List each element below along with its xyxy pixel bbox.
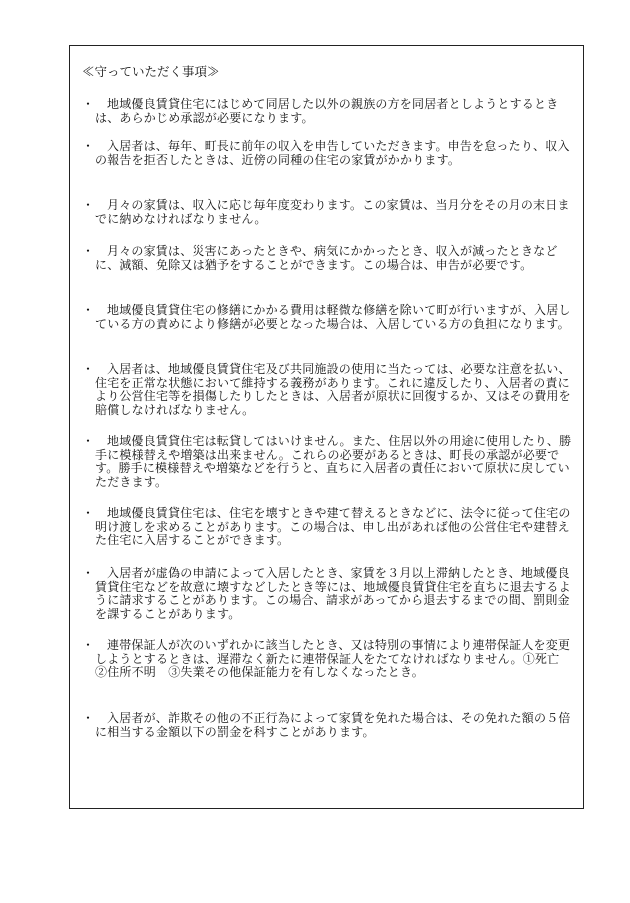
list-item-text: 入居者は、地域優良賃貸住宅及び共同施設の使用に当たっては、必要な注意を払い、住宅を正常な状態において維持する義務があります。これに違反したり、入居者の責により公営住宅等を損傷したりしたときは、入居者が原状に回復するか、又はその費用を賠償しなければなりません。 xyxy=(95,362,571,417)
list-item-text: 地域優良賃貸住宅の修繕にかかる費用は軽微な修繕を除いて町が行いますが、入居している方の責めにより修繕が必要となった場合は、入居している方の負担になります。 xyxy=(95,303,571,331)
list-item-text: 入居者が、詐欺その他の不正行為によって家賃を免れた場合は、その免れた額の５倍に相当する金額以下の罰金を科すことがあります。 xyxy=(95,711,571,739)
bullet-mark: ・ xyxy=(82,711,95,725)
bullet-mark: ・ xyxy=(82,303,95,317)
list-item-text: 連帯保証人が次のいずれかに該当したとき、又は特別の事情により連帯保証人を変更しようとするときは、遅滞なく新たに連帯保証人をたてなければなりません。①死亡 ②住所不明 ③失業その他保証能力を有しなくなったとき。 xyxy=(95,638,572,679)
bullet-mark: ・ xyxy=(82,97,95,111)
list-item-text: 月々の家賃は、収入に応じ毎年度変わります。この家賃は、当月分をその月の末日までに納めなければなりません。 xyxy=(95,198,570,226)
section-heading: ≪守っていただく事項≫ xyxy=(82,64,220,79)
list-item-text: 入居者が虚偽の申請によって入居したとき、家賃を３月以上滞納したとき、地域優良賃貸住宅などを故意に壊すなどしたとき等には、地域優良賃貸住宅を直ちに退去するように請求することがあります。この場合、請求があってから退去するまでの間、罰則金を課することがあります。 xyxy=(95,566,571,621)
notice-frame xyxy=(69,45,584,809)
list-item-text: 月々の家賃は、災害にあったときや、病気にかかったとき、収入が減ったときなどに、減額、免除又は猶予をすることができます。この場合は、申告が必要です。 xyxy=(95,244,558,272)
bullet-mark: ・ xyxy=(82,244,95,258)
bullet-mark: ・ xyxy=(82,506,95,520)
bullet-mark: ・ xyxy=(82,566,95,580)
bullet-mark: ・ xyxy=(82,434,95,448)
bullet-mark: ・ xyxy=(82,139,95,153)
bullet-mark: ・ xyxy=(82,362,95,376)
bullet-mark: ・ xyxy=(82,198,95,212)
list-item-text: 地域優良賃貸住宅は、住宅を壊すときや建て替えるときなどに、法令に従って住宅の明け渡しを求めることがあります。この場合は、申し出があれば他の公営住宅や建替えた住宅に入居することができます。 xyxy=(95,506,571,547)
list-item-text: 入居者は、毎年、町長に前年の収入を申告していただきます。申告を怠ったり、収入の報告を拒否したときは、近傍の同種の住宅の家賃がかかります。 xyxy=(95,139,570,167)
list-item-text: 地域優良賃貸住宅は転貸してはいけません。また、住居以外の用途に使用したり、勝手に模様替えや増築は出来ません。これらの必要があるときは、町長の承認が必要です。勝手に模様替えや増築などを行うと、直ちに入居者の責任において原状に戻していただきます。 xyxy=(95,434,572,489)
bullet-mark: ・ xyxy=(82,638,95,652)
list-item-text: 地域優良賃貸住宅にはじめて同居した以外の親族の方を同居者としようとするときは、あらかじめ承認が必要になります。 xyxy=(95,97,559,125)
